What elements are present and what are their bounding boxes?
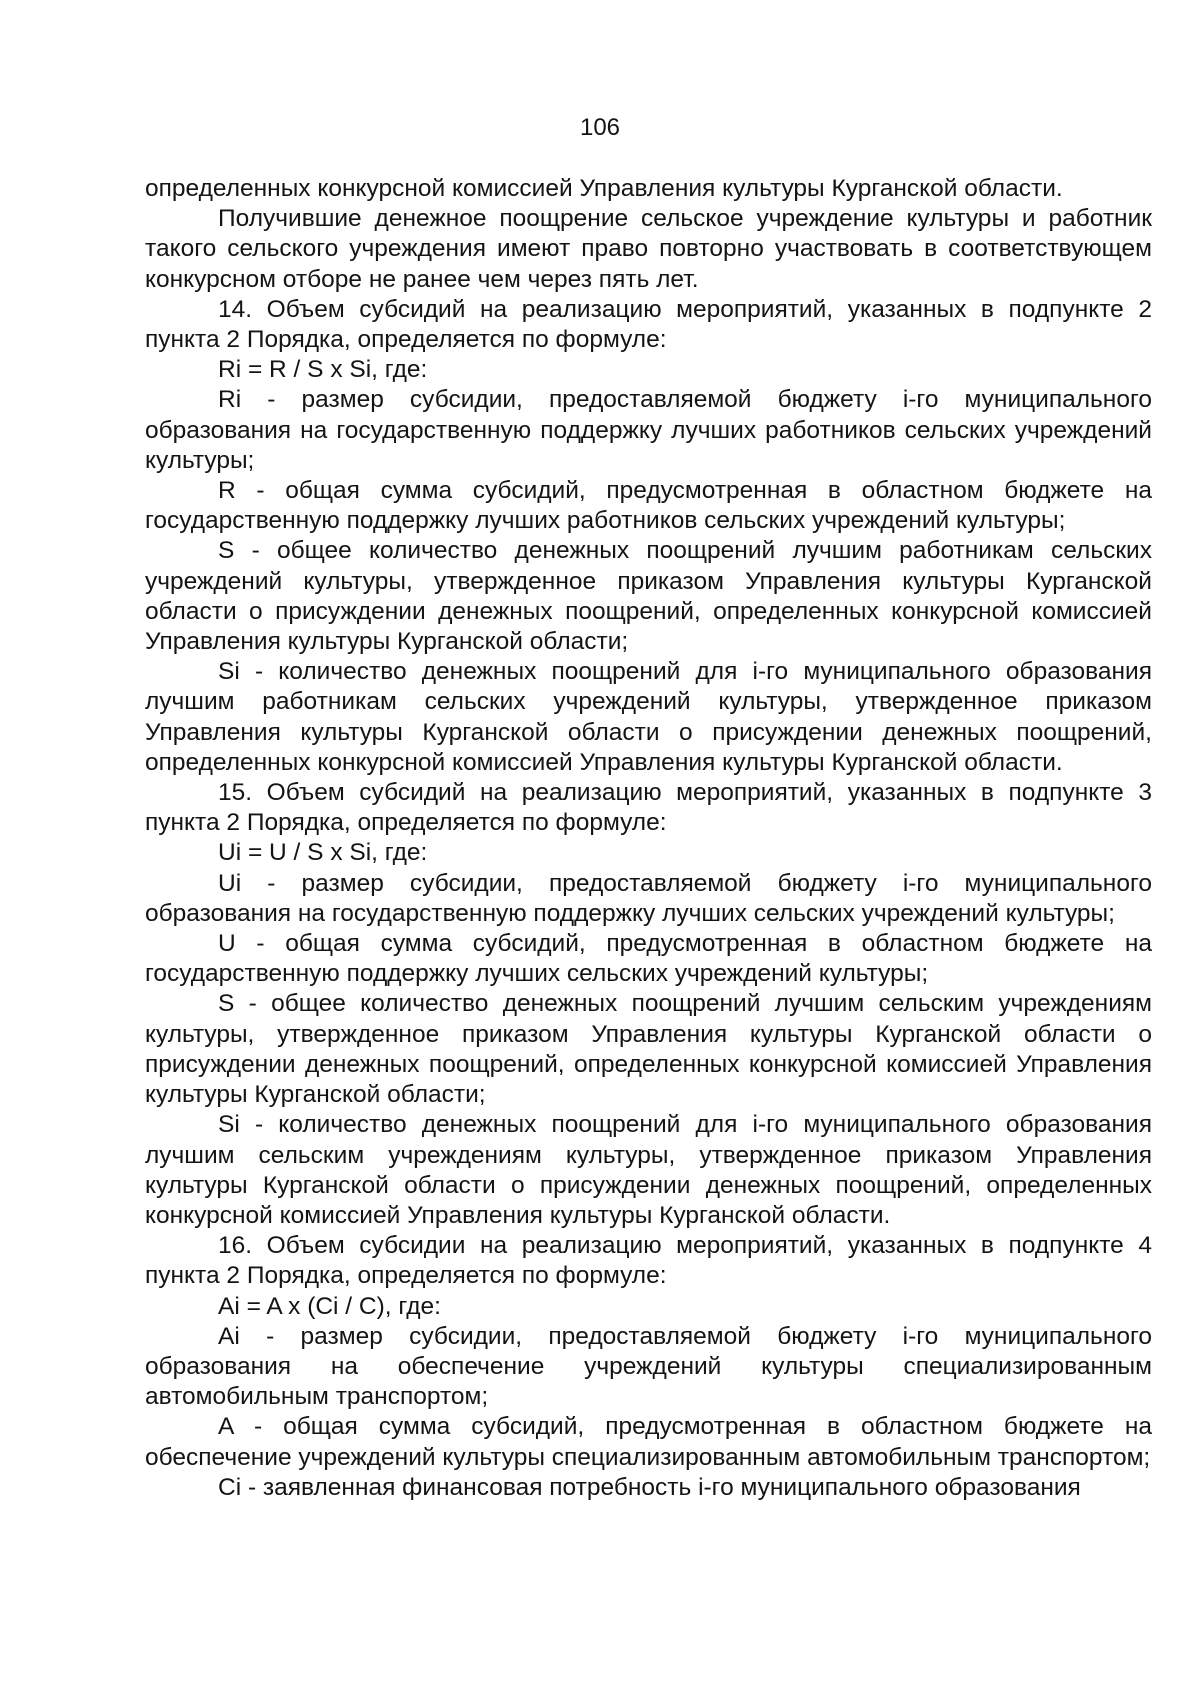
- paragraph: S - общее количество денежных поощрений лучшим работникам сельских учреждений культуры, утвержденное приказом Управления культуры Курганской области о присуждении денежных поощрений, определенных конкурсной комиссией Управления культуры Курганской области;: [145, 537, 1152, 656]
- formula: Ui = U / S x Si, где:: [218, 839, 428, 867]
- paragraph: Si - количество денежных поощрений для i-го муниципального образования лучшим работникам сельских учреждений культуры, утвержденное приказом Управления культуры Курганской области о присуждении денежных поощрений, определенных конкурсной комиссией Управления культуры Курганской области.: [145, 658, 1152, 776]
- formula: Ri = R / S x Si, где:: [218, 356, 428, 384]
- paragraph: 14. Объем субсидий на реализацию мероприятий, указанных в подпункте 2 пункта 2 Порядка, определяется по формуле:: [145, 295, 1152, 354]
- paragraph: R - общая сумма субсидий, предусмотренная в областном бюджете на государственную поддержку лучших работников сельских учреждений культуры;: [145, 477, 1152, 535]
- paragraph: A - общая сумма субсидий, предусмотренная в областном бюджете на обеспечение учреждений культуры специализированным автомобильным транспортом;: [145, 1413, 1152, 1471]
- paragraph: определенных конкурсной комиссией Управления культуры Курганской области.: [145, 175, 1063, 202]
- paragraph: S - общее количество денежных поощрений лучшим сельским учреждениям культуры, утвержденное приказом Управления культуры Курганской области о присуждении денежных поощрений, определенных конкурсной комиссией Управления культуры Курганской области;: [145, 990, 1152, 1109]
- page-number: 106: [579, 114, 621, 141]
- paragraph: Ri - размер субсидии, предоставляемой бюджету i-го муниципального образования на государственную поддержку лучших работников сельских учреждений культуры;: [145, 386, 1152, 474]
- paragraph: Ai - размер субсидии, предоставляемой бюджету i-го муниципального образования на обеспечение учреждений культуры специализированным автомобильным транспортом;: [145, 1322, 1152, 1411]
- paragraph: Получившие денежное поощрение сельское учреждение культуры и работник такого сельского учреждения имеют право повторно участвовать в соответствующем конкурсном отборе не ранее чем через пять лет.: [145, 205, 1152, 293]
- paragraph: 16. Объем субсидии на реализацию мероприятий, указанных в подпункте 4 пункта 2 Порядка, определяется по формуле:: [145, 1232, 1152, 1290]
- paragraph: Si - количество денежных поощрений для i-го муниципального образования лучшим сельским учреждениям культуры, утвержденное приказом Управления культуры Курганской области о присуждении денежных поощрений, определенных конкурсной комиссией Управления культуры Курганской области.: [145, 1111, 1152, 1229]
- paragraph: Ui - размер субсидии, предоставляемой бюджету i-го муниципального образования на государственную поддержку лучших сельских учреждений культуры;: [145, 869, 1152, 927]
- formula: Ai = A x (Ci / C), где:: [218, 1292, 441, 1320]
- paragraph: 15. Объем субсидий на реализацию мероприятий, указанных в подпункте 3 пункта 2 Порядка, определяется по формуле:: [145, 779, 1152, 837]
- paragraph: Ci - заявленная финансовая потребность i-го муниципального образования: [218, 1473, 1081, 1501]
- body-text: [145, 174, 1152, 1503]
- paragraph: U - общая сумма субсидий, предусмотренная в областном бюджете на государственную поддержку лучших сельских учреждений культуры;: [145, 930, 1152, 988]
